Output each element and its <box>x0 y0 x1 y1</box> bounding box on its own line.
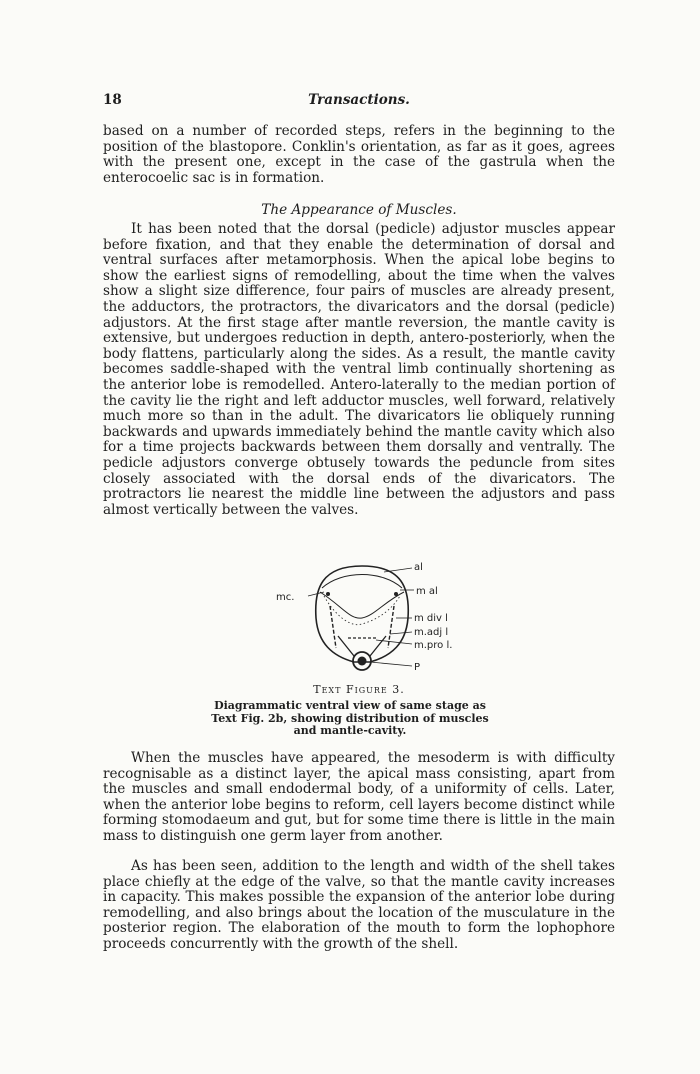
leader-p <box>370 662 412 666</box>
paragraph-1: based on a number of recorded steps, refers in the beginning to the position of the blastopore. Conklin's orientation, as far as it goes, agrees with the present one, except in the case of the gastrula when the enterocoelic sac is in formation. <box>103 123 615 186</box>
mantle-cavity-saddle <box>320 592 404 618</box>
paragraph-4: As has been seen, addition to the length and width of the shell takes place chiefly at the edge of the valve, so that the mantle cavity increases in capacity. This makes possible the expansion of the anterior lobe during remodelling, and also brings about the location of the musculature in the posterior region. The elaboration of the mouth to form the lophophore proceeds concurrently with the growth of the shell. <box>103 858 615 952</box>
running-title: Transactions. <box>308 92 410 108</box>
adjustor-left <box>338 636 354 656</box>
figure-caption: Diagrammatic ventral view of same stage as Text Fig. 2b, showing distribution of muscles and mantle-cavity. <box>211 699 489 737</box>
paragraph-3: When the muscles have appeared, the mesoderm is with difficulty recognisable as a distinct layer, the apical mass consisting, apart from the muscles and small endodermal body, of a uniformity of cells. Later, when the anterior lobe begins to reform, cell layers become distinct while forming stomodaeum and gut, but for some time there is little in the main mass to distinguish one germ layer from another. <box>103 750 615 844</box>
page-number: 18 <box>103 92 122 108</box>
mantle-arc-upper <box>322 575 402 589</box>
label-mdiv: m div l <box>414 613 448 624</box>
leader-madj <box>390 632 412 634</box>
mantle-cavity-dotted <box>324 596 400 625</box>
page-header <box>103 92 615 112</box>
label-mpro: m.pro l. <box>414 640 453 651</box>
text-figure-3-diagram <box>262 558 462 676</box>
shell-outline <box>316 566 409 662</box>
figure-title: Text Figure 3. <box>313 683 405 696</box>
adductor-right <box>394 592 398 596</box>
adjustor-right <box>370 636 386 656</box>
leader-mc <box>308 592 324 596</box>
divaricator-left <box>330 606 336 648</box>
paragraph-2: It has been noted that the dorsal (pedicle) adjustor muscles appear before fixation, and that they enable the determination of dorsal and ventral surfaces after metamorphosis. When the apical lobe begins to show the earliest signs of remodelling, about the time when the valves show a slight size difference, four pairs of muscles are already present, the adductors, the protractors, the divaricators and the dorsal (pedicle) adjustors. At the first stage after mantle reversion, the mantle cavity is extensive, but undergoes reduction in depth, antero-posteriorly, when the body flattens, particularly along the sides. As a result, the mantle cavity becomes saddle-shaped with the ventral limb continually shortening as the anterior lobe is remodelled. Antero-laterally to the median portion of the cavity lie the right and left adductor muscles, well forward, relatively much more so than in the adult. The divaricators lie obliquely running backwards and upwards immediately behind the mantle cavity which also for a time projects backwards between them dorsally and ventrally. The pedicle adjustors converge obtusely towards the peduncle from sites closely associated with the dorsal ends of the divaricators. The protractors lie nearest the middle line between the adjustors and pass almost vertically between the valves. <box>103 221 615 518</box>
pedicle-inner <box>358 657 367 666</box>
label-madj: m.adj l <box>414 627 449 638</box>
label-al: al <box>414 562 423 573</box>
section-heading: The Appearance of Muscles. <box>261 202 457 218</box>
label-mc: mc. <box>276 592 295 603</box>
label-mal: m al <box>416 586 438 597</box>
adductor-left <box>326 592 330 596</box>
label-p: P <box>414 662 421 673</box>
